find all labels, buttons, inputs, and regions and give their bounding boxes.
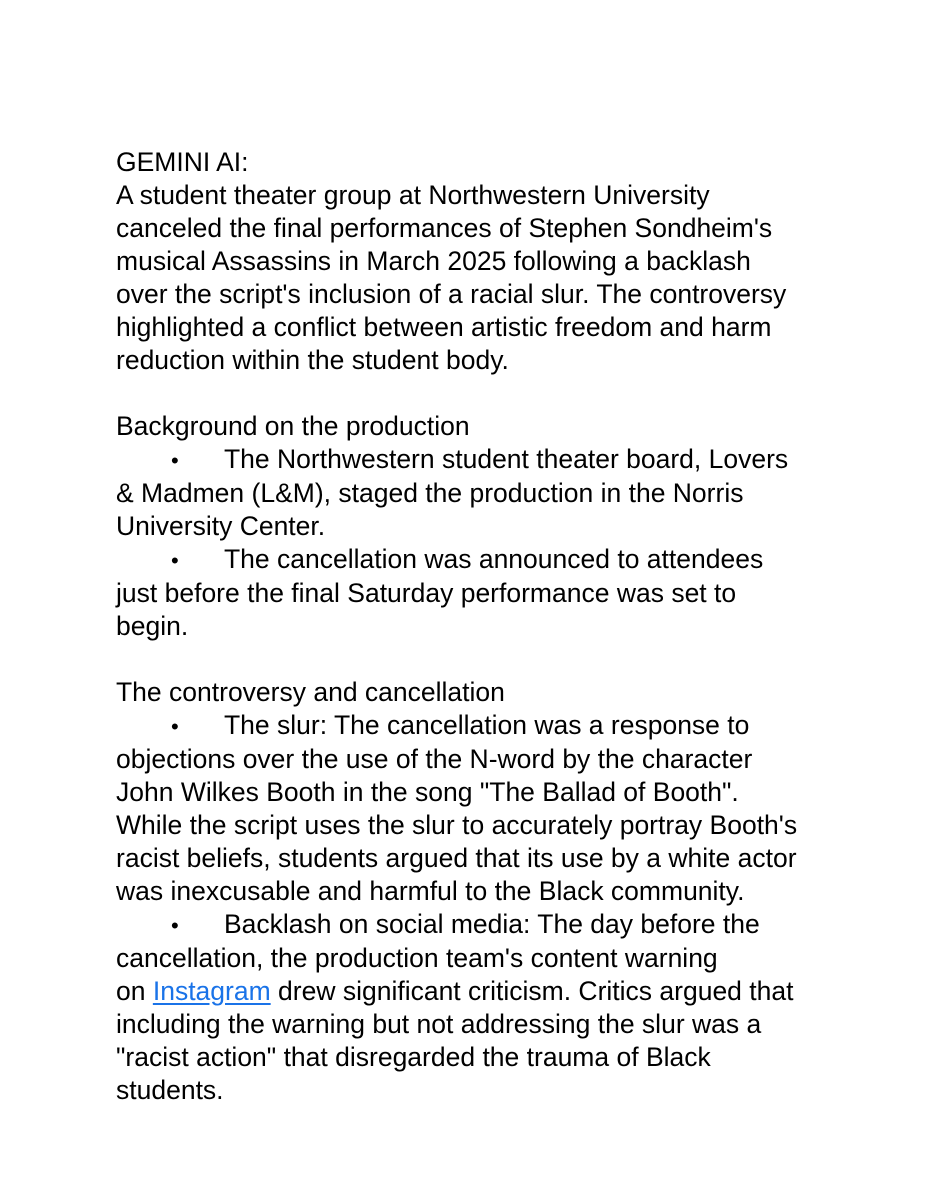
bullet-item — [116, 709, 802, 908]
bullet-icon: • — [171, 448, 179, 473]
section-heading — [116, 146, 802, 179]
bullet-item — [116, 543, 802, 643]
text-segment: drew significant criticism. Critics argued that including the warning but not addressing the slur was a "racist action" that disregarded the trauma of Black students. — [116, 976, 794, 1105]
text-segment: Backlash on social media: The day before the cancellation, the production team's content warning — [116, 909, 760, 973]
bullet-icon: • — [171, 548, 179, 573]
text-segment: The controversy and cancellation — [116, 677, 505, 707]
bullet-icon: • — [171, 913, 179, 938]
section-intro — [116, 146, 802, 377]
instagram-link[interactable]: Instagram — [152, 976, 271, 1006]
section-controversy-and-cancellation — [116, 676, 802, 1107]
section-heading — [116, 676, 802, 709]
text-segment: The cancellation was announced to attendees just before the final Saturday performance was set to begin. — [116, 544, 764, 641]
text-segment: The slur: The cancellation was a response to objections over the use of the N-word by the character John Wilkes Booth in the song "The Ballad of Booth". While the script uses the slur to accurately portray Booth's racist beliefs, students argued that its use by a white actor was inexcusable and harmful to the Black community. — [116, 710, 798, 906]
bullet-item — [116, 908, 802, 1107]
bullet-item — [116, 443, 802, 543]
bullet-icon: • — [171, 714, 179, 739]
section-background-on-the-production — [116, 410, 802, 643]
text-segment: Background on the production — [116, 411, 470, 441]
document-body — [116, 146, 802, 1107]
text-segment: A student theater group at Northwestern University canceled the final performances of Stephen Sondheim's musical Assassins in March 2025 following a backlash over the script's inclusion of a racial slur. The controversy highlighted a conflict between artistic freedom and harm reduction within the student body. — [116, 180, 787, 375]
section-heading — [116, 410, 802, 443]
paragraph — [116, 179, 802, 377]
text-segment: The Northwestern student theater board, Lovers & Madmen (L&M), staged the production in the Norris University Center. — [116, 444, 789, 541]
text-segment: GEMINI AI: — [116, 147, 249, 177]
text-segment: on — [116, 976, 153, 1006]
